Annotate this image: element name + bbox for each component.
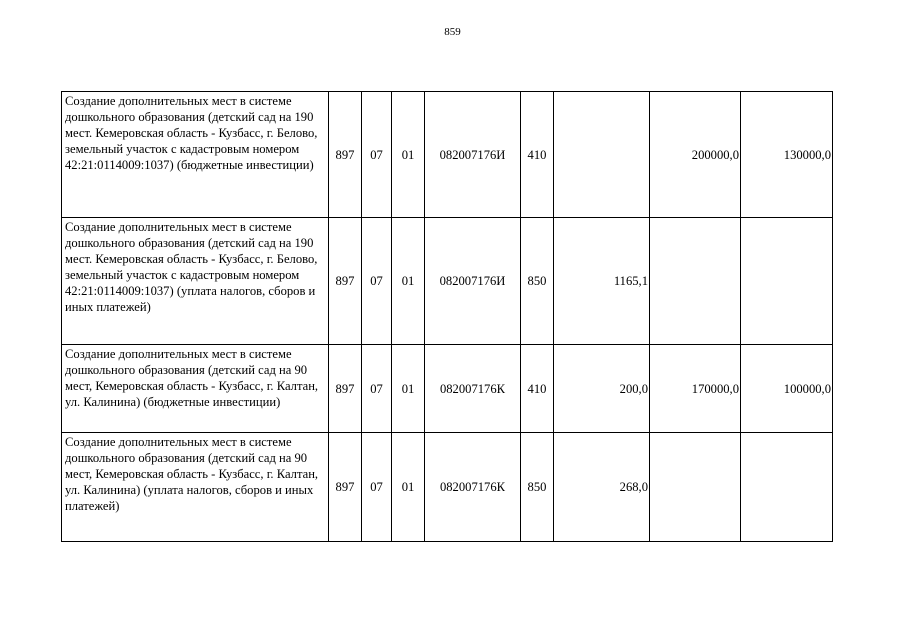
subsection-code: 01 (392, 345, 425, 433)
target-article-code: 082007176И (425, 92, 521, 218)
amount-3: 130000,0 (741, 92, 833, 218)
table-row (62, 345, 833, 433)
subsection-code: 01 (392, 218, 425, 345)
amount-2 (650, 433, 741, 542)
expense-type-code: 850 (521, 433, 554, 542)
amount-1 (554, 92, 650, 218)
ministry-code: 897 (329, 218, 362, 345)
row-description: Создание дополнительных мест в системе дошкольного образования (детский сад на 190 мест. Кемеровская область - Кузбасс, г. Белово, земельный участок с кадастровым номером 42:21:0114009:1037) (уплата налогов, сборов и иных платежей) (62, 218, 329, 345)
expense-type-code: 410 (521, 92, 554, 218)
target-article-code: 082007176И (425, 218, 521, 345)
expense-type-code: 850 (521, 218, 554, 345)
table-row (62, 218, 833, 345)
amount-2 (650, 218, 741, 345)
ministry-code: 897 (329, 92, 362, 218)
ministry-code: 897 (329, 433, 362, 542)
amount-3 (741, 218, 833, 345)
section-code: 07 (362, 218, 392, 345)
amount-3 (741, 433, 833, 542)
subsection-code: 01 (392, 433, 425, 542)
amount-2: 200000,0 (650, 92, 741, 218)
budget-table (61, 91, 833, 542)
section-code: 07 (362, 345, 392, 433)
amount-1: 1165,1 (554, 218, 650, 345)
target-article-code: 082007176К (425, 433, 521, 542)
expense-type-code: 410 (521, 345, 554, 433)
subsection-code: 01 (392, 92, 425, 218)
target-article-code: 082007176К (425, 345, 521, 433)
table-row (62, 92, 833, 218)
row-description: Создание дополнительных мест в системе дошкольного образования (детский сад на 190 мест. Кемеровская область - Кузбасс, г. Белово, земельный участок с кадастровым номером 42:21:0114009:1037) (бюджетные инвестиции) (62, 92, 329, 218)
amount-1: 200,0 (554, 345, 650, 433)
row-description: Создание дополнительных мест в системе дошкольного образования (детский сад на 90 мест, Кемеровская область - Кузбасс, г. Калтан, ул. Калинина) (уплата налогов, сборов и иных платежей) (62, 433, 329, 542)
row-description: Создание дополнительных мест в системе дошкольного образования (детский сад на 90 мест, Кемеровская область - Кузбасс, г. Калтан, ул. Калинина) (бюджетные инвестиции) (62, 345, 329, 433)
amount-2: 170000,0 (650, 345, 741, 433)
amount-1: 268,0 (554, 433, 650, 542)
section-code: 07 (362, 433, 392, 542)
section-code: 07 (362, 92, 392, 218)
amount-3: 100000,0 (741, 345, 833, 433)
table-row (62, 433, 833, 542)
ministry-code: 897 (329, 345, 362, 433)
page-number: 859 (444, 26, 461, 38)
